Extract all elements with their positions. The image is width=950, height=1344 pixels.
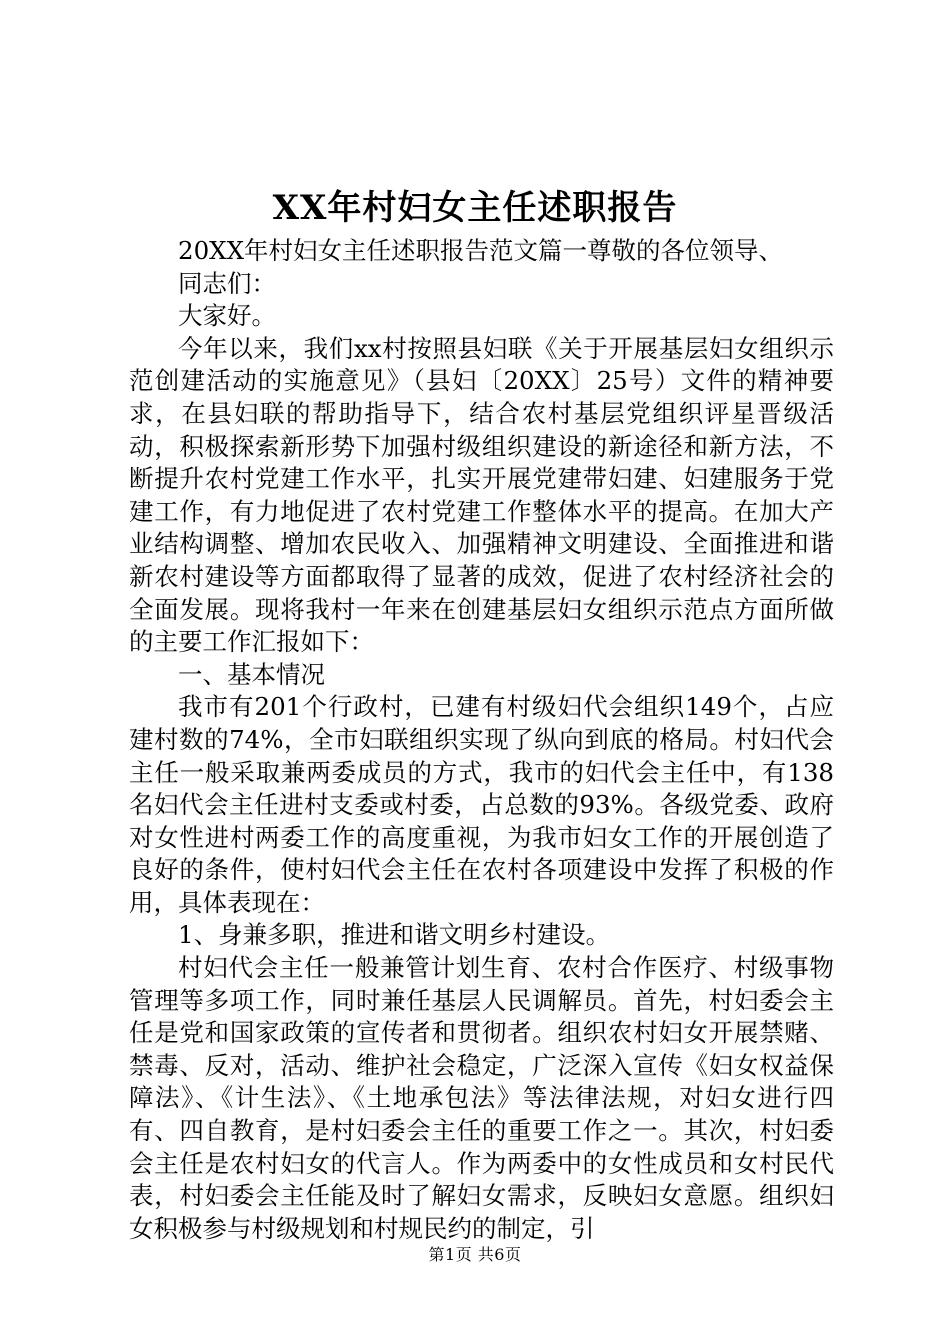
page-number: 第1页 共6页	[428, 1245, 522, 1264]
document-title: XX年村妇女主任述职报告	[272, 188, 678, 228]
paragraph-duties: 村妇代会主任一般兼管计划生育、农村合作医疗、村级事物管理等多项工作，同时兼任基层人民调解员。首先，村妇委会主任是党和国家政策的宣传者和贯彻者。组织农村妇女开展禁赌、禁毒、反对，活动、维护社会稳定，广泛深入宣传《妇女权益保障法》、《计生法》、《土地承包法》等法律法规，对妇女进行四有、四自教育，是村妇委会主任的重要工作之一。其次，村妇委会主任是农村妇女的代言人。作为两委中的女性成员和女村民代表，村妇委会主任能及时了解妇女需求，反映妇女意愿。组织妇女积极参与村级规划和村规民约的制定，引	[129, 953, 834, 1243]
paragraph-intro: 今年以来，我们xx村按照县妇联《关于开展基层妇女组织示范创建活动的实施意见》（县妇〔20XX〕25号）文件的精神要求，在县妇联的帮助指导下，结合农村基层党组织评星晋级活动，积极探索新形势下加强村级组织建设的新途径和新方法，不断提升农村党建工作水平，扎实开展党建带妇建、妇建服务于党建工作，有力地促进了农村党建工作整体水平的提高。在加大产业结构调整、增加农民收入、加强精神文明建设、全面推进和谐新农村建设等方面都取得了显著的成效，促进了农村经济社会的全面发展。现将我村一年来在创建基层妇女组织示范点方面所做的主要工作汇报如下：	[129, 333, 834, 657]
section-heading-basic: 一、基本情况	[178, 659, 325, 689]
subheading-1: 1、身兼多职，推进和谐文明乡村建设。	[178, 920, 611, 950]
paragraph-basic-situation: 我市有201个行政村，已建有村级妇代会组织149个，占应建村数的74%，全市妇联组织实现了纵向到底的格局。村妇代会主任一般采取兼两委成员的方式，我市的妇代会主任中，有138名妇代会主任进村支委或村委，占总数的93%。各级党委、政府对女性进村两委工作的高度重视，为我市妇女工作的开展创造了良好的条件，使村妇代会主任在农村各项建设中发挥了积极的作用，具体表现在：	[129, 692, 834, 917]
paragraph-greeting: 大家好。	[178, 301, 276, 331]
paragraph-salutation-cont: 同志们：	[178, 268, 276, 298]
paragraph-salutation: 20XX年村妇女主任述职报告范文篇一尊敬的各位领导、	[178, 236, 784, 265]
document-body	[129, 235, 834, 1245]
